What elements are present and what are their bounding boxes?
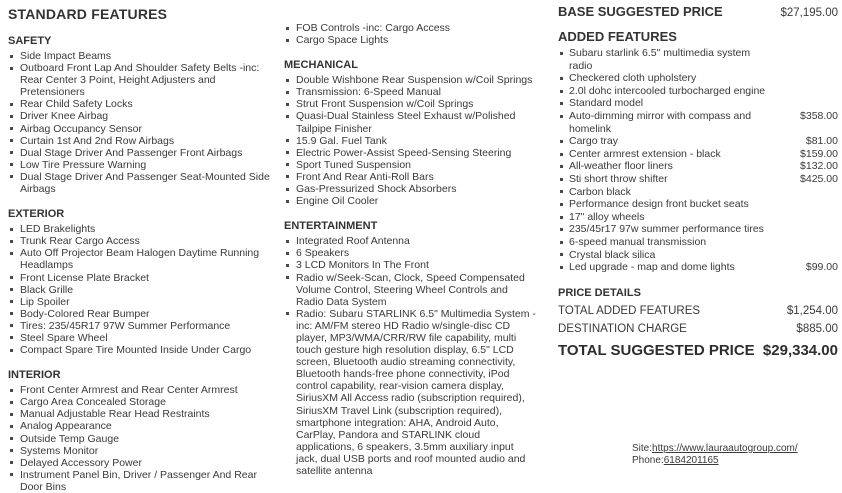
added-feature-row xyxy=(558,85,838,98)
added-feature-price: $358.00 xyxy=(800,109,838,122)
feature-item: Steel Spare Wheel xyxy=(8,332,270,344)
standard-features-column-1 xyxy=(8,0,270,493)
feature-item: Manual Adjustable Rear Head Restraints xyxy=(8,408,270,420)
base-price-value: $27,195.00 xyxy=(780,7,838,19)
total-price-label: TOTAL SUGGESTED PRICE xyxy=(558,341,755,359)
added-feature-price: $425.00 xyxy=(800,172,838,185)
added-feature-row xyxy=(558,110,838,135)
dealer-contact-footer xyxy=(632,443,798,467)
added-feature-label: 6-speed manual transmission xyxy=(558,236,706,249)
pricing-panel xyxy=(558,4,838,359)
feature-item: Driver Knee Airbag xyxy=(8,110,270,122)
feature-item: 3 LCD Monitors In The Front xyxy=(284,259,538,271)
feature-item: Black Grille xyxy=(8,284,270,296)
added-feature-row xyxy=(558,173,838,186)
feature-item: Outboard Front Lap And Shoulder Safety Belts -inc: Rear Center 3 Point, Height Adjusters and Pretensioners xyxy=(8,62,270,98)
feature-item: Radio: Subaru STARLINK 6.5" Multimedia System - inc: AM/FM stereo HD Radio w/single-disc CD player, MP3/WMA/CRR/RW file capability, multi touch gesture high resolution display, 6.5" LCD screen, Bluetooth audio streaming connectivity, Bluetooth hands-free phone connectivity, iPod control capability, rear-vision camera display, SiriusXM All Access radio (subscription required), SiriusXM Travel Link (subscription required), smartphone integration: AHA, Android Auto, CarPlay, Pandora and STARLINK cloud applications, 6 speakers, 3.5mm auxiliary input jack, dual USB ports and roof mounted audio and satellite antenna xyxy=(284,308,538,477)
feature-item: Strut Front Suspension w/Coil Springs xyxy=(284,98,538,110)
feature-item: Airbag Occupancy Sensor xyxy=(8,123,270,135)
price-detail-label: TOTAL ADDED FEATURES xyxy=(558,304,701,317)
feature-item: Front Center Armrest and Rear Center Armrest xyxy=(8,384,270,396)
feature-item: Front And Rear Anti-Roll Bars xyxy=(284,171,538,183)
phone-link[interactable]: 6184201165 xyxy=(663,455,719,466)
page-title: STANDARD FEATURES xyxy=(8,6,168,22)
feature-item: Low Tire Pressure Warning xyxy=(8,159,270,171)
added-features-list xyxy=(558,47,838,274)
added-feature-label: 2.0l dohc intercooled turbocharged engine xyxy=(558,85,765,98)
added-feature-row xyxy=(558,198,838,211)
added-feature-label: Cargo tray xyxy=(558,135,618,148)
feature-item: Trunk Rear Cargo Access xyxy=(8,235,270,247)
feature-list xyxy=(284,22,538,46)
feature-section xyxy=(8,35,270,195)
added-feature-row xyxy=(558,47,838,72)
added-feature-label: Performance design front bucket seats xyxy=(558,198,749,211)
added-feature-row xyxy=(558,223,838,236)
feature-sections xyxy=(284,22,538,477)
feature-item: Engine Oil Cooler xyxy=(284,195,538,207)
feature-item: Front License Plate Bracket xyxy=(8,272,270,284)
feature-list xyxy=(8,384,270,493)
feature-item: 6 Speakers xyxy=(284,247,538,259)
added-feature-price: $159.00 xyxy=(800,147,838,160)
feature-section xyxy=(284,22,538,46)
site-link[interactable]: https://www.lauraautogroup.com/ xyxy=(652,443,798,454)
section-heading: MECHANICAL xyxy=(284,59,358,72)
added-feature-label: 235/45r17 97w summer performance tires xyxy=(558,223,764,236)
added-feature-label: Sti short throw shifter xyxy=(558,173,668,186)
feature-item: Body-Colored Rear Bumper xyxy=(8,308,270,320)
added-feature-label: Carbon black xyxy=(558,186,631,199)
added-feature-price: $132.00 xyxy=(800,160,838,173)
added-feature-label: Led upgrade - map and dome lights xyxy=(558,261,735,274)
added-feature-label: Standard model xyxy=(558,97,643,110)
added-feature-row xyxy=(558,261,838,274)
feature-item: Systems Monitor xyxy=(8,445,270,457)
price-details-heading: PRICE DETAILS xyxy=(558,286,641,299)
feature-item: Integrated Roof Antenna xyxy=(284,235,538,247)
feature-item: FOB Controls -inc: Cargo Access xyxy=(284,22,538,34)
section-heading: EXTERIOR xyxy=(8,208,65,221)
total-suggested-price-row xyxy=(558,342,838,359)
feature-item: Radio w/Seek-Scan, Clock, Speed Compensated Volume Control, Steering Wheel Controls and Radio Data System xyxy=(284,272,538,308)
feature-item: LED Brakelights xyxy=(8,223,270,235)
feature-list xyxy=(284,235,538,477)
feature-item: Compact Spare Tire Mounted Inside Under Cargo xyxy=(8,344,270,356)
feature-item: Dual Stage Driver And Passenger Front Airbags xyxy=(8,147,270,159)
feature-item: 15.9 Gal. Fuel Tank xyxy=(284,135,538,147)
added-feature-price: $81.00 xyxy=(805,135,838,148)
phone-row xyxy=(632,455,798,467)
feature-item: Tires: 235/45R17 97W Summer Performance xyxy=(8,320,270,332)
feature-section xyxy=(284,59,538,207)
base-price-row xyxy=(558,4,838,19)
feature-item: Lip Spoiler xyxy=(8,296,270,308)
price-detail-row xyxy=(558,305,838,317)
feature-section xyxy=(284,220,538,477)
added-feature-row xyxy=(558,148,838,161)
phone-label: Phone: xyxy=(632,455,664,466)
added-feature-row xyxy=(558,72,838,85)
section-heading: SAFETY xyxy=(8,35,52,47)
added-feature-label: Auto-dimming mirror with compass and homelink xyxy=(558,110,770,135)
feature-item: Transmission: 6-Speed Manual xyxy=(284,86,538,98)
feature-item: Rear Child Safety Locks xyxy=(8,98,270,110)
feature-list xyxy=(8,50,270,195)
added-feature-label: 17" alloy wheels xyxy=(558,211,645,224)
feature-item: Curtain 1st And 2nd Row Airbags xyxy=(8,135,270,147)
added-feature-row xyxy=(558,236,838,249)
price-detail-rows xyxy=(558,305,838,335)
standard-features-column-2 xyxy=(284,22,538,477)
added-feature-row xyxy=(558,249,838,262)
base-price-label: BASE SUGGESTED PRICE xyxy=(558,4,723,19)
added-feature-row xyxy=(558,135,838,148)
price-detail-row xyxy=(558,323,838,335)
added-features-heading: ADDED FEATURES xyxy=(558,29,677,44)
feature-item: Double Wishbone Rear Suspension w/Coil Springs xyxy=(284,74,538,86)
feature-item: Auto Off Projector Beam Halogen Daytime Running Headlamps xyxy=(8,247,270,271)
feature-list xyxy=(284,74,538,207)
added-feature-label: Crystal black silica xyxy=(558,249,655,262)
added-feature-row xyxy=(558,160,838,173)
feature-sections xyxy=(8,35,270,493)
feature-item: Instrument Panel Bin, Driver / Passenger And Rear Door Bins xyxy=(8,469,270,493)
feature-section xyxy=(8,369,270,493)
added-feature-label: Subaru starlink 6.5" multimedia system radio xyxy=(558,47,770,72)
price-detail-label: DESTINATION CHARGE xyxy=(558,322,687,335)
price-detail-value: $1,254.00 xyxy=(786,304,838,317)
feature-item: Gas-Pressurized Shock Absorbers xyxy=(284,183,538,195)
feature-item: Cargo Space Lights xyxy=(284,34,538,46)
added-feature-price: $99.00 xyxy=(805,261,838,274)
feature-item: Delayed Accessory Power xyxy=(8,457,270,469)
section-heading: ENTERTAINMENT xyxy=(284,220,378,233)
feature-section xyxy=(8,208,270,356)
feature-item: Analog Appearance xyxy=(8,420,270,432)
section-heading: INTERIOR xyxy=(8,369,61,382)
feature-item: Cargo Area Concealed Storage xyxy=(8,396,270,408)
feature-item: Quasi-Dual Stainless Steel Exhaust w/Polished Tailpipe Finisher xyxy=(284,110,538,134)
feature-item: Electric Power-Assist Speed-Sensing Steering xyxy=(284,147,538,159)
feature-list xyxy=(8,223,270,356)
site-label: Site: xyxy=(632,443,653,454)
added-feature-label: All-weather floor liners xyxy=(558,160,673,173)
added-feature-row xyxy=(558,186,838,199)
added-feature-label: Center armrest extension - black xyxy=(558,148,721,161)
site-row xyxy=(632,443,798,455)
feature-item: Outside Temp Gauge xyxy=(8,433,270,445)
added-feature-row xyxy=(558,97,838,110)
added-feature-row xyxy=(558,211,838,224)
feature-item: Side Impact Beams xyxy=(8,50,270,62)
total-price-value: $29,334.00 xyxy=(762,341,838,359)
feature-item: Dual Stage Driver And Passenger Seat-Mounted Side Airbags xyxy=(8,171,270,195)
added-feature-label: Checkered cloth upholstery xyxy=(558,72,696,85)
price-detail-value: $885.00 xyxy=(796,322,838,335)
feature-item: Sport Tuned Suspension xyxy=(284,159,538,171)
